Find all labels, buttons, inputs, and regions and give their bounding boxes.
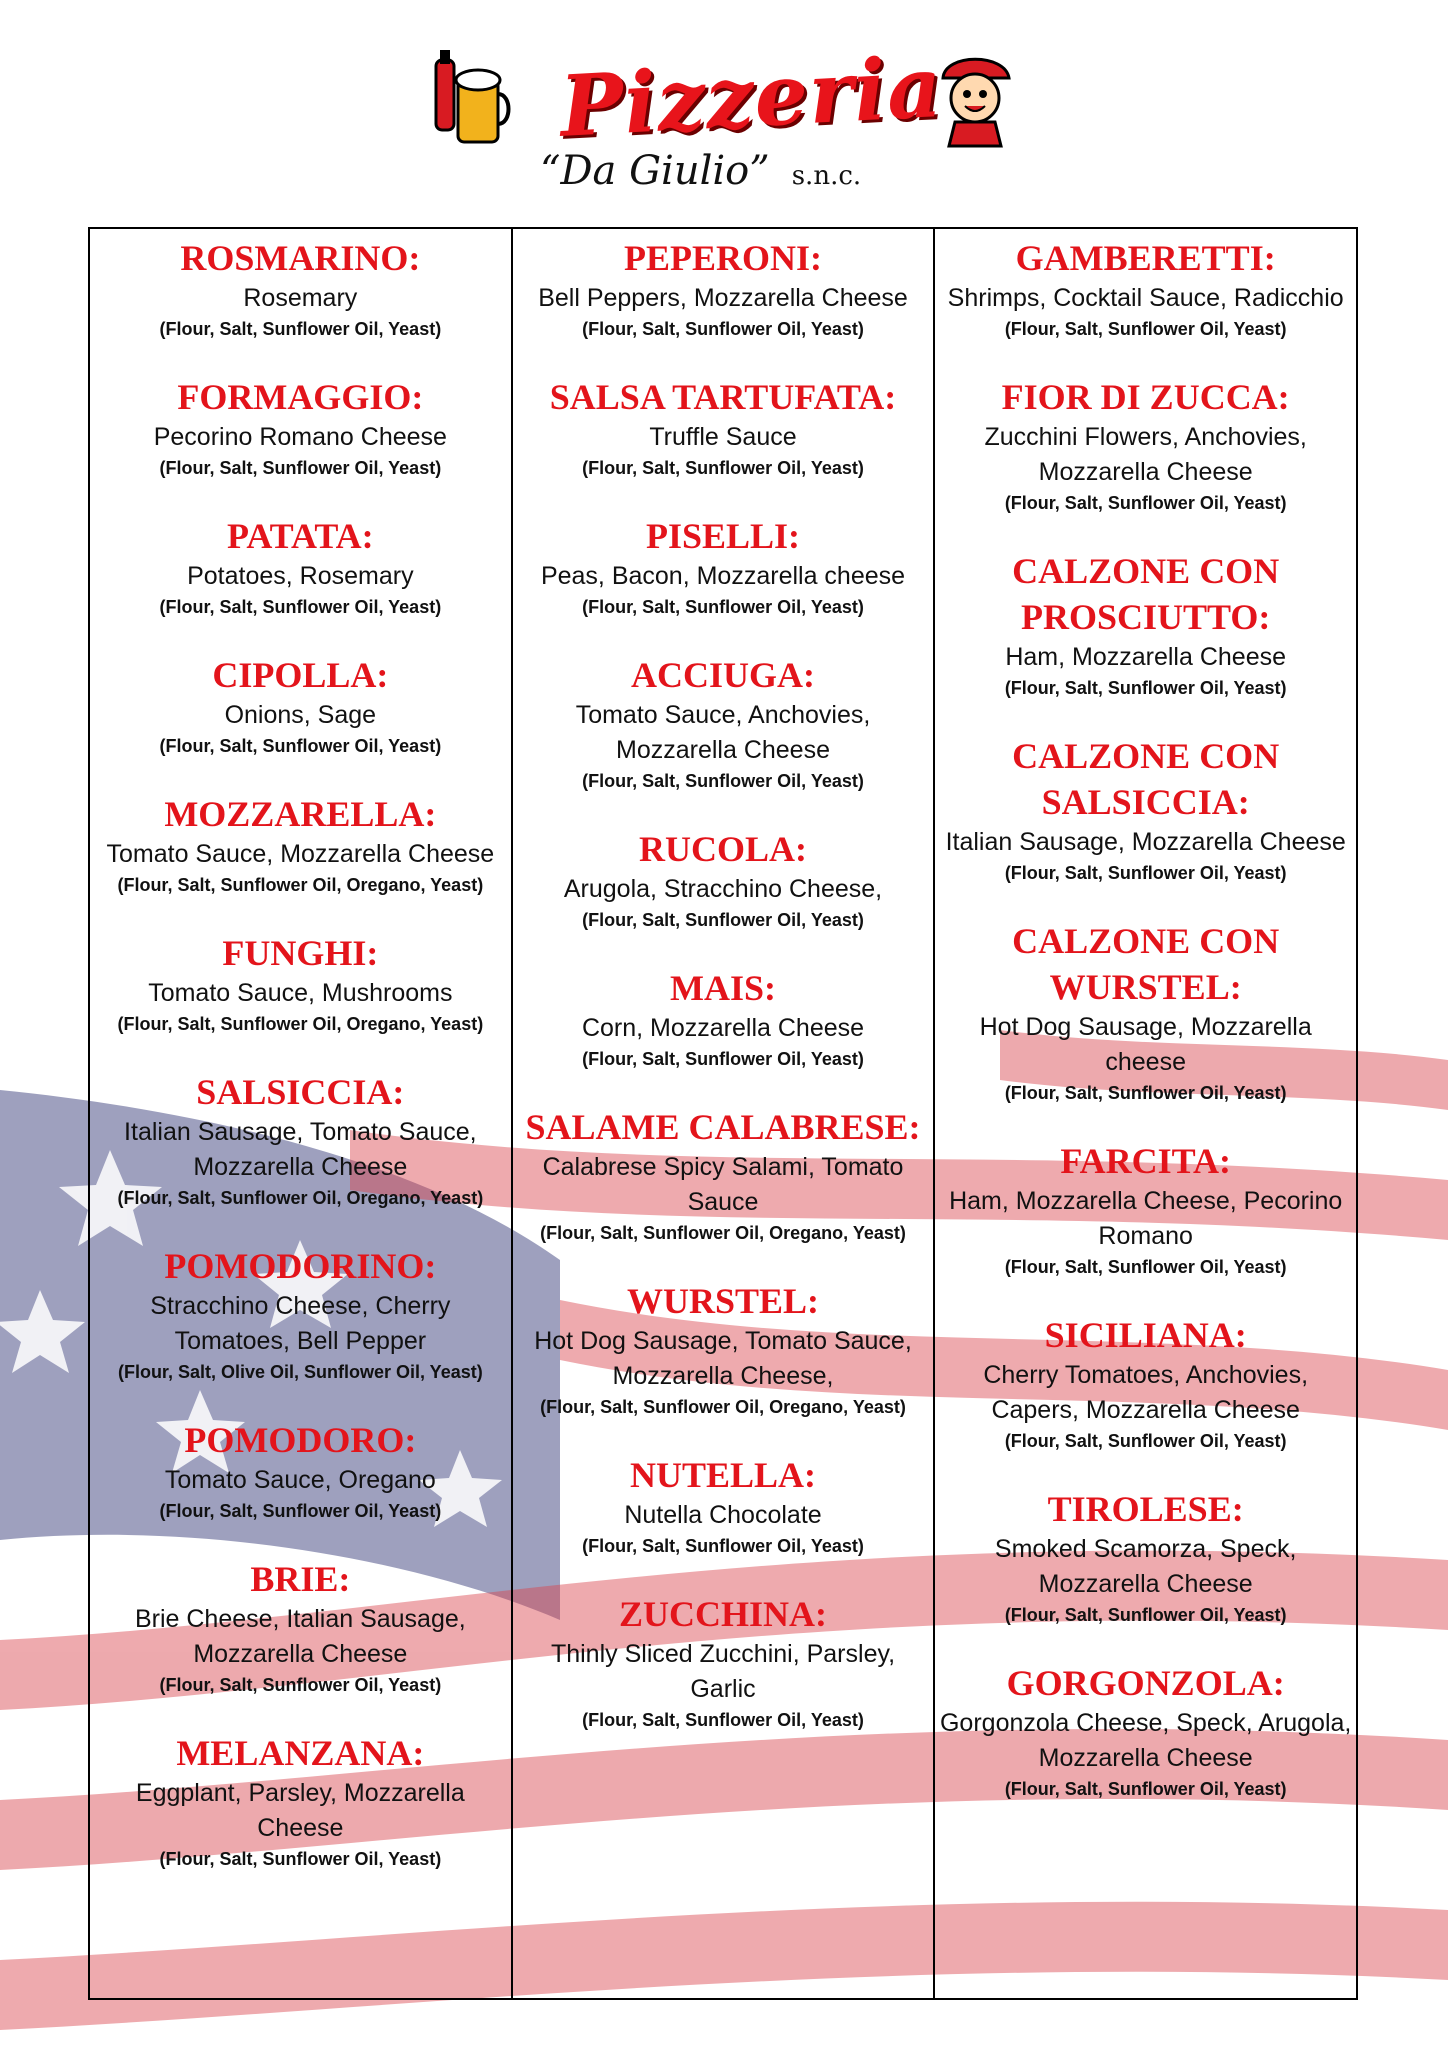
menu-item <box>517 1278 930 1420</box>
menu-item <box>517 1591 930 1733</box>
menu-item <box>939 548 1352 701</box>
dish-ingredients: Truffle Sauce <box>649 423 797 451</box>
dough-ingredients: (Flour, Salt, Sunflower Oil, Oregano, Yeast) <box>117 1188 484 1208</box>
dish-ingredients: Nutella Chocolate <box>624 1501 822 1529</box>
dish-ingredients: Tomato Sauce, Oregano <box>164 1466 436 1494</box>
dish-name: SALAME CALABRESE: <box>525 1107 921 1147</box>
menu-item <box>517 374 930 481</box>
dish-name: FIOR DI ZUCCA: <box>1001 377 1290 417</box>
dough-ingredients: (Flour, Salt, Sunflower Oil, Yeast) <box>1004 1779 1287 1799</box>
dough-ingredients: (Flour, Salt, Sunflower Oil, Yeast) <box>1004 1605 1287 1625</box>
dough-ingredients: (Flour, Salt, Sunflower Oil, Oregano, Yeast) <box>117 1014 484 1034</box>
dough-ingredients: (Flour, Salt, Sunflower Oil, Yeast) <box>159 597 442 617</box>
menu-item <box>94 791 507 898</box>
dough-ingredients: (Flour, Salt, Olive Oil, Sunflower Oil, Yeast) <box>117 1362 483 1382</box>
dish-ingredients: Ham, Mozzarella Cheese <box>1005 643 1287 671</box>
menu-header <box>0 0 1448 220</box>
dish-ingredients: Shrimps, Cocktail Sauce, Radicchio <box>947 284 1344 312</box>
menu-item <box>517 513 930 620</box>
dough-ingredients: (Flour, Salt, Sunflower Oil, Yeast) <box>159 319 442 339</box>
dough-ingredients: (Flour, Salt, Sunflower Oil, Yeast) <box>1004 863 1287 883</box>
dish-name: RUCOLA: <box>639 829 807 869</box>
dough-ingredients: (Flour, Salt, Sunflower Oil, Yeast) <box>159 1675 442 1695</box>
dish-name: CALZONE CON SALSICCIA: <box>1012 736 1280 822</box>
menu-item <box>939 1486 1352 1628</box>
dish-ingredients: Italian Sausage, Tomato Sauce, Mozzarella Cheese <box>124 1118 477 1181</box>
menu-item <box>94 1556 507 1698</box>
dish-ingredients: Calabrese Spicy Salami, Tomato Sauce <box>542 1153 904 1216</box>
menu-item <box>517 235 930 342</box>
dish-ingredients: Arugola, Stracchino Cheese, <box>563 875 883 903</box>
menu-item <box>94 930 507 1037</box>
menu-item <box>94 1730 507 1872</box>
dish-ingredients: Peas, Bacon, Mozzarella cheese <box>540 562 906 590</box>
dish-ingredients: Bell Peppers, Mozzarella Cheese <box>538 284 908 312</box>
menu-item <box>939 733 1352 886</box>
dish-ingredients: Thinly Sliced Zucchini, Parsley, Garlic <box>550 1640 896 1703</box>
dough-ingredients: (Flour, Salt, Sunflower Oil, Yeast) <box>1004 1431 1287 1451</box>
dish-name: SICILIANA: <box>1044 1315 1247 1355</box>
dish-ingredients: Onions, Sage <box>224 701 377 729</box>
dough-ingredients: (Flour, Salt, Sunflower Oil, Yeast) <box>1004 1257 1287 1277</box>
menu-item <box>94 374 507 481</box>
dish-name: GAMBERETTI: <box>1015 238 1276 278</box>
dish-name: CALZONE CON WURSTEL: <box>1012 921 1280 1007</box>
menu-item <box>517 1452 930 1559</box>
dish-name: NUTELLA: <box>629 1455 817 1495</box>
dish-name: ROSMARINO: <box>180 238 421 278</box>
dough-ingredients: (Flour, Salt, Sunflower Oil, Yeast) <box>582 319 864 339</box>
menu-item <box>939 235 1352 342</box>
dough-ingredients: (Flour, Salt, Sunflower Oil, Yeast) <box>582 771 864 791</box>
dish-name: WURSTEL: <box>626 1281 820 1321</box>
dish-name: PATATA: <box>227 516 374 556</box>
dish-ingredients: Hot Dog Sausage, Tomato Sauce, Mozzarella Cheese, <box>534 1327 912 1390</box>
dough-ingredients: (Flour, Salt, Sunflower Oil, Oregano, Yeast) <box>117 875 484 895</box>
menu-item <box>94 235 507 342</box>
menu-item <box>517 652 930 794</box>
dough-ingredients: (Flour, Salt, Sunflower Oil, Oregano, Yeast) <box>540 1223 906 1243</box>
menu-item <box>94 513 507 620</box>
menu-item <box>939 918 1352 1106</box>
dish-ingredients: Tomato Sauce, Anchovies, Mozzarella Cheese <box>575 701 871 764</box>
dish-ingredients: Potatoes, Rosemary <box>187 562 414 590</box>
menu-item <box>94 1069 507 1211</box>
dish-name: FORMAGGIO: <box>177 377 424 417</box>
menu-item <box>517 965 930 1072</box>
dish-name: TIROLESE: <box>1047 1489 1244 1529</box>
dish-ingredients: Smoked Scamorza, Speck, Mozzarella Cheese <box>994 1535 1297 1598</box>
chef-mascot-icon <box>935 48 1015 148</box>
dough-ingredients: (Flour, Salt, Sunflower Oil, Yeast) <box>582 910 864 930</box>
menu-column-2 <box>511 229 934 1998</box>
dish-name: PISELLI: <box>645 516 801 556</box>
menu-item <box>94 1243 507 1385</box>
dough-ingredients: (Flour, Salt, Sunflower Oil, Yeast) <box>1004 1083 1287 1103</box>
dish-name: SALSICCIA: <box>196 1072 405 1112</box>
beer-bottle-mug-icon <box>430 50 512 150</box>
dish-name: POMODORO: <box>184 1420 417 1460</box>
dish-name: FARCITA: <box>1060 1141 1231 1181</box>
dish-name: MAIS: <box>670 968 776 1008</box>
dish-name: ACCIUGA: <box>631 655 815 695</box>
menu-column-1 <box>90 229 511 1998</box>
dish-ingredients: Eggplant, Parsley, Mozzarella Cheese <box>135 1779 465 1842</box>
dish-ingredients: Pecorino Romano Cheese <box>153 423 447 451</box>
menu-item <box>939 374 1352 516</box>
dish-name: GORGONZOLA: <box>1006 1663 1285 1703</box>
dish-ingredients: Tomato Sauce, Mushrooms <box>148 979 453 1007</box>
menu-item <box>939 1660 1352 1802</box>
menu-table <box>88 227 1358 2000</box>
menu-item <box>939 1138 1352 1280</box>
dish-ingredients: Zucchini Flowers, Anchovies, Mozzarella Cheese <box>984 423 1307 486</box>
dough-ingredients: (Flour, Salt, Sunflower Oil, Yeast) <box>159 1501 442 1521</box>
dish-ingredients: Stracchino Cheese, Cherry Tomatoes, Bell Pepper <box>150 1292 451 1355</box>
dish-name: CIPOLLA: <box>212 655 389 695</box>
menu-item <box>94 652 507 759</box>
dough-ingredients: (Flour, Salt, Sunflower Oil, Yeast) <box>582 597 864 617</box>
dish-name: MELANZANA: <box>176 1733 425 1773</box>
dough-ingredients: (Flour, Salt, Sunflower Oil, Yeast) <box>159 736 442 756</box>
menu-item <box>517 1104 930 1246</box>
dish-ingredients: Brie Cheese, Italian Sausage, Mozzarella Cheese <box>134 1605 466 1668</box>
menu-column-3 <box>933 229 1356 1998</box>
pizzeria-logo-title: Pizzeria <box>557 36 945 156</box>
dish-name: FUNGHI: <box>222 933 379 973</box>
dish-ingredients: Ham, Mozzarella Cheese, Pecorino Romano <box>949 1187 1343 1250</box>
dish-name: ZUCCHINA: <box>619 1594 828 1634</box>
dish-name: CALZONE CON PROSCIUTTO: <box>1012 551 1280 637</box>
pizzeria-subtitle <box>540 148 920 196</box>
dish-ingredients: Corn, Mozzarella Cheese <box>581 1014 865 1042</box>
dough-ingredients: (Flour, Salt, Sunflower Oil, Yeast) <box>1004 493 1287 513</box>
dough-ingredients: (Flour, Salt, Sunflower Oil, Yeast) <box>582 1710 864 1730</box>
dish-ingredients: Cherry Tomatoes, Anchovies, Capers, Mozzarella Cheese <box>983 1361 1309 1424</box>
company-suffix: s.n.c. <box>791 161 862 191</box>
menu-item <box>939 1312 1352 1454</box>
dish-ingredients: Hot Dog Sausage, Mozzarella cheese <box>979 1013 1312 1076</box>
dish-ingredients: Italian Sausage, Mozzarella Cheese <box>945 828 1346 856</box>
dough-ingredients: (Flour, Salt, Sunflower Oil, Yeast) <box>582 1536 864 1556</box>
dish-ingredients: Rosemary <box>243 284 358 312</box>
dough-ingredients: (Flour, Salt, Sunflower Oil, Yeast) <box>1004 319 1287 339</box>
dish-name: POMODORINO: <box>164 1246 437 1286</box>
menu-item <box>94 1417 507 1524</box>
dough-ingredients: (Flour, Salt, Sunflower Oil, Oregano, Yeast) <box>540 1397 906 1417</box>
dish-name: SALSA TARTUFATA: <box>549 377 897 417</box>
dish-name: MOZZARELLA: <box>164 794 437 834</box>
dough-ingredients: (Flour, Salt, Sunflower Oil, Yeast) <box>1004 678 1287 698</box>
dough-ingredients: (Flour, Salt, Sunflower Oil, Yeast) <box>582 1049 864 1069</box>
dough-ingredients: (Flour, Salt, Sunflower Oil, Yeast) <box>582 458 864 478</box>
dough-ingredients: (Flour, Salt, Sunflower Oil, Yeast) <box>159 1849 442 1869</box>
dish-name: PEPERONI: <box>624 238 822 278</box>
dish-name: BRIE: <box>250 1559 351 1599</box>
dish-ingredients: Gorgonzola Cheese, Speck, Arugola, Mozzarella Cheese <box>939 1709 1352 1772</box>
dough-ingredients: (Flour, Salt, Sunflower Oil, Yeast) <box>159 458 442 478</box>
menu-item <box>517 826 930 933</box>
dish-ingredients: Tomato Sauce, Mozzarella Cheese <box>106 840 495 868</box>
restaurant-name: “Da Giulio” <box>540 148 770 194</box>
